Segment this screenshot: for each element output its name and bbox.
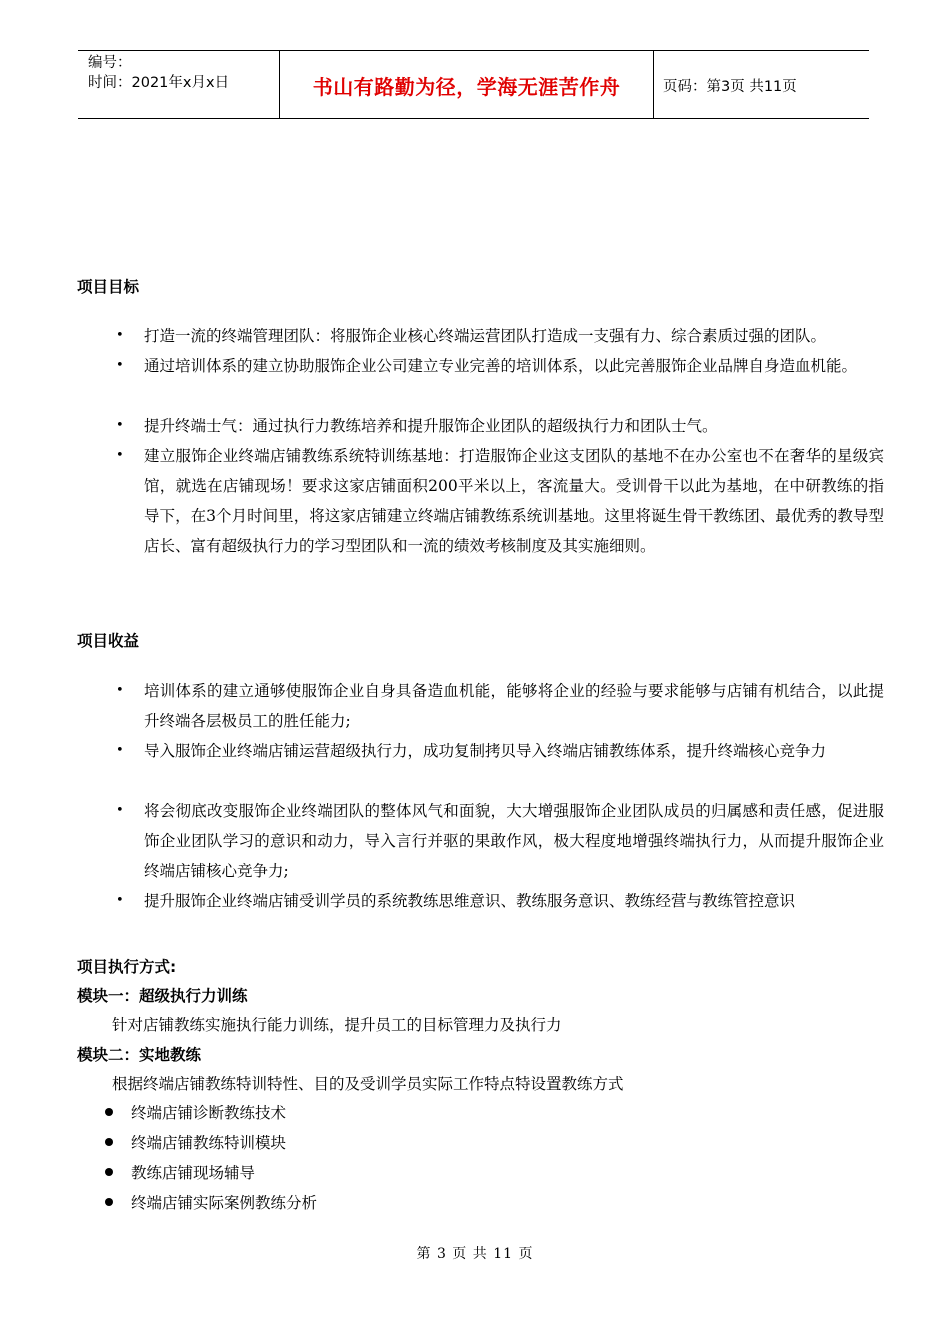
bullet-icon: • xyxy=(116,803,124,818)
list-item-text: 导入服饰企业终端店铺运营超级执行力，成功复制拷贝导入终端店铺教练体系，提升终端核心竞争力 xyxy=(144,742,827,760)
list-item xyxy=(105,1191,317,1213)
document-time: 时间：2021年x月x日 xyxy=(88,75,230,91)
bullet-icon: • xyxy=(116,358,124,373)
bullet-icon xyxy=(105,1138,113,1146)
header-divider xyxy=(279,51,280,118)
list-item-text: 建立服饰企业终端店铺教练系统特训练基地：打造服饰企业这支团队的基地不在办公室也不在奢华的星级宾馆，就选在店铺现场！要求这家店铺面积200平米以上，客流量大。受训骨干以此为基地，在中研教练的指导下，在3个月时间里，将这家店铺建立终端店铺教练系统训基地。这里将诞生骨干教练团、最优秀的教导型店长、富有超级执行力的学习型团队和一流的绩效考核制度及其实施细则。 xyxy=(144,447,884,555)
section-title-benefits: 项目收益 xyxy=(77,632,140,650)
bullet-icon: • xyxy=(116,328,124,343)
module-description: 根据终端店铺教练特训特性、目的及受训学员实际工作特点特设置教练方式 xyxy=(112,1075,624,1093)
list-item-text: 终端店铺教练特训模块 xyxy=(131,1134,287,1152)
bullet-icon xyxy=(105,1198,113,1206)
module-description: 针对店铺教练实施执行能力训练，提升员工的目标管理力及执行力 xyxy=(112,1016,562,1034)
bullet-icon xyxy=(105,1168,113,1176)
list-item xyxy=(105,1161,255,1183)
page-footer: 第 3 页 共 11 页 xyxy=(416,1246,534,1262)
section-title-execution: 项目执行方式: xyxy=(77,958,177,976)
document-number-label: 编号： xyxy=(88,55,132,71)
list-item-text: 通过培训体系的建立协助服饰企业公司建立专业完善的培训体系，以此完善服饰企业品牌自身造血机能。 xyxy=(144,357,858,375)
header-motto: 书山有路勤为径，学海无涯苦作舟 xyxy=(312,75,621,99)
list-item xyxy=(105,1131,286,1153)
bullet-icon: • xyxy=(116,418,124,433)
header-page-info: 页码：第3页 共11页 xyxy=(663,79,797,95)
module-title: 模块一：超级执行力训练 xyxy=(77,987,248,1005)
list-item-text: 将会彻底改变服饰企业终端团队的整体风气和面貌，大大增强服饰企业团队成员的归属感和责任感，促进服饰企业团队学习的意识和动力，导入言行并驱的果敢作风，极大程度地增强终端执行力，从而提升服饰企业终端店铺核心竞争力; xyxy=(144,802,884,880)
header-meta xyxy=(88,53,229,93)
list-item xyxy=(105,1101,286,1123)
module-title: 模块二：实地教练 xyxy=(77,1046,202,1064)
bullet-icon: • xyxy=(116,448,124,463)
page-header xyxy=(78,50,869,119)
list-item-text: 终端店铺诊断教练技术 xyxy=(131,1104,287,1122)
section-title-goals: 项目目标 xyxy=(77,278,140,296)
list-item-text: 教练店铺现场辅导 xyxy=(131,1164,256,1182)
list-item-text: 提升终端士气：通过执行力教练培养和提升服饰企业团队的超级执行力和团队士气。 xyxy=(144,417,718,435)
list-item-text: 终端店铺实际案例教练分析 xyxy=(131,1194,318,1212)
header-divider xyxy=(653,51,654,118)
bullet-icon: • xyxy=(116,683,124,698)
list-item-text: 打造一流的终端管理团队：将服饰企业核心终端运营团队打造成一支强有力、综合素质过强的团队。 xyxy=(144,327,827,345)
list-item-text: 提升服饰企业终端店铺受训学员的系统教练思维意识、教练服务意识、教练经营与教练管控意识 xyxy=(144,892,796,910)
bullet-icon: • xyxy=(116,743,124,758)
bullet-icon xyxy=(105,1108,113,1116)
list-item-text: 培训体系的建立通够使服饰企业自身具备造血机能，能够将企业的经验与要求能够与店铺有机结合，以此提升终端各层极员工的胜任能力; xyxy=(144,682,884,730)
bullet-icon: • xyxy=(116,893,124,908)
